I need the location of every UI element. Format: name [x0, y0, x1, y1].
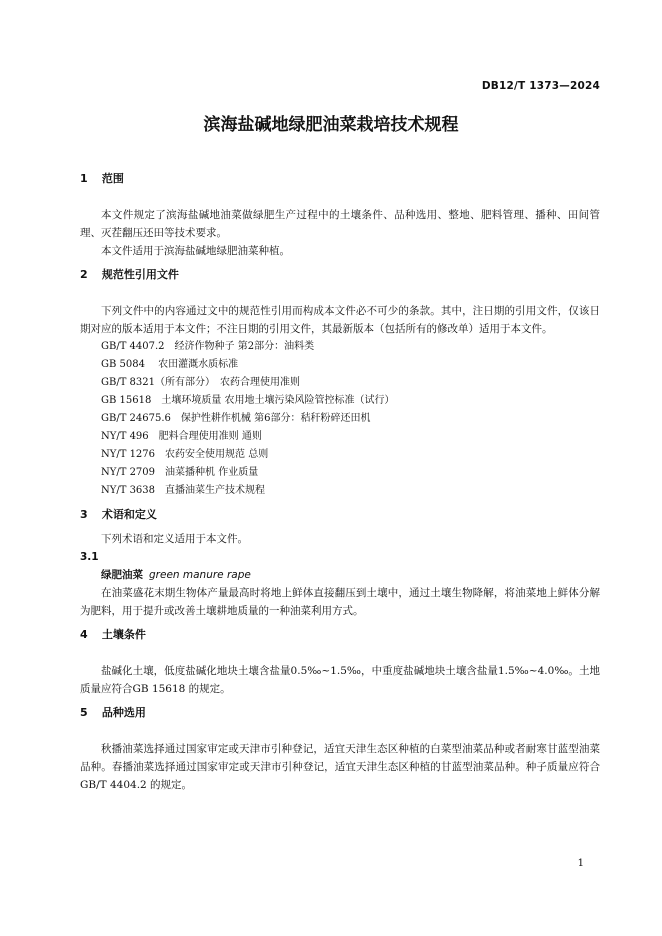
term-definition: 在油菜盛花末期生物体产量最高时将地上鲜体直接翻压到土壤中，通过土壤生物降解，将油菜地上鲜体分解为肥料，用于提升或改善土壤耕地质量的一种油菜利用方式。	[80, 587, 600, 617]
paragraph: 下列文件中的内容通过文中的规范性引用而构成本文件必不可少的条款。其中，注日期的引用文件，仅该日期对应的版本适用于本文件；不注日期的引用文件，其最新版本（包括所有的修改单）适用于本文件。	[80, 305, 600, 335]
reference-item: NY/T 496 肥料合理使用准则 通则	[101, 431, 262, 442]
section-title: 品种选用	[101, 706, 146, 719]
reference-item: GB/T 24675.6 保护性耕作机械 第6部分：秸秆粉碎还田机	[101, 413, 371, 424]
section-number: 3	[80, 508, 88, 521]
section-title: 术语和定义	[101, 508, 157, 521]
document-number: DB12/T 1373—2024	[481, 80, 600, 92]
term-entry	[80, 566, 600, 584]
paragraph: 盐碱化土壤，低度盐碱化地块土壤含盐量0.5‰~1.5‰，中重度盐碱地块土壤含盐量1.5‰~4.0‰。土地质量应符合GB 15618 的规定。	[80, 665, 600, 695]
section-heading-3	[80, 506, 600, 524]
section-number: 5	[80, 706, 88, 719]
reference-item: NY/T 1276 农药安全使用规范 总则	[101, 449, 269, 460]
term-english: green manure rape	[149, 569, 251, 581]
reference-item: GB 5084 农田灌溉水质标准	[101, 359, 239, 370]
paragraph: 秋播油菜选择通过国家审定或天津市引种登记，适宜天津生态区种植的白菜型油菜品种或者耐寒甘蓝型油菜品种。春播油菜选择通过国家审定或天津市引种登记，适宜天津生态区种植的甘蓝型油菜品种。种子质量应符合GB/T 4404.2 的规定。	[80, 743, 600, 791]
term-chinese: 绿肥油菜	[101, 569, 143, 581]
section-heading-1	[80, 170, 600, 188]
section-heading-5	[80, 704, 600, 722]
section-heading-4	[80, 626, 600, 644]
paragraph: 本文件规定了滨海盐碱地油菜做绿肥生产过程中的土壤条件、品种选用、整地、肥料管理、播种、田间管理、灭茬翻压还田等技术要求。	[80, 209, 600, 239]
section-title: 规范性引用文件	[101, 268, 179, 281]
reference-item: NY/T 2709 油菜播种机 作业质量	[101, 467, 259, 478]
reference-item: GB/T 8321（所有部分） 农药合理使用准则	[101, 377, 301, 388]
section-number: 4	[80, 628, 88, 641]
document-title: 滨海盐碱地绿肥油菜栽培技术规程	[203, 115, 459, 135]
section-number: 2	[80, 268, 88, 281]
reference-item: NY/T 3638 直播油菜生产技术规程	[101, 485, 266, 496]
paragraph: 下列术语和定义适用于本文件。	[101, 533, 248, 545]
page-number: 1	[577, 858, 584, 869]
section-number: 1	[80, 172, 88, 185]
reference-item: GB/T 4407.2 经济作物种子 第2部分：油料类	[101, 341, 315, 352]
section-title: 土壤条件	[101, 628, 146, 641]
section-title: 范围	[101, 172, 124, 185]
subsection-number: 3.1	[80, 551, 99, 563]
section-heading-2	[80, 266, 600, 284]
reference-item: GB 15618 土壤环境质量 农用地土壤污染风险管控标准（试行）	[101, 395, 395, 406]
paragraph: 本文件适用于滨海盐碱地绿肥油菜种植。	[101, 245, 290, 257]
document-body	[80, 170, 600, 794]
